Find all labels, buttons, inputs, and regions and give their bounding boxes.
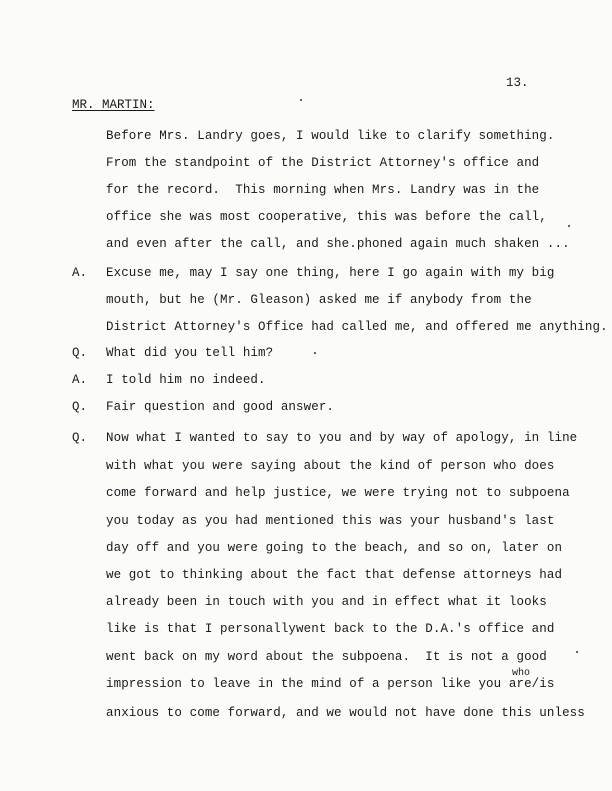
question-line: like is that I personallywent back to the D.A.'s office and [106, 622, 555, 636]
question-line: anxious to come forward, and we would not have done this unless [106, 706, 585, 720]
answer-line: District Attorney's Office had called me, and offered me anything. [106, 320, 608, 334]
answer-label: A. [72, 373, 88, 387]
handwritten-insert: who [512, 668, 531, 679]
question-line: Now what I wanted to say to you and by way of apology, in line [106, 431, 578, 445]
answer-line: I told him no indeed. [106, 373, 266, 387]
scan-speck [314, 352, 316, 354]
scan-speck [300, 99, 302, 101]
question-line: day off and you were going to the beach, and so on, later on [106, 541, 563, 555]
statement-line: and even after the call, and she.phoned again much shaken ... [106, 237, 570, 251]
scan-speck [576, 651, 578, 653]
answer-line: mouth, but he (Mr. Gleason) asked me if anybody from the [106, 293, 532, 307]
question-line: impression to leave in the mind of a person like you are/is [106, 677, 555, 691]
answer-line: Excuse me, may I say one thing, here I go again with my big [106, 266, 555, 280]
speaker-heading: MR. MARTIN: [72, 98, 155, 112]
question-line: you today as you had mentioned this was your husband's last [106, 514, 555, 528]
question-line: Fair question and good answer. [106, 400, 335, 414]
question-label: Q. [72, 400, 88, 414]
question-line: come forward and help justice, we were trying not to subpoena [106, 486, 570, 500]
question-line: with what you were saying about the kind of person who does [106, 459, 555, 473]
statement-line: Before Mrs. Landry goes, I would like to clarify something. [106, 129, 555, 143]
question-line: already been in touch with you and in effect what it looks [106, 595, 547, 609]
question-line: we got to thinking about the fact that defense attorneys had [106, 568, 563, 582]
statement-line: From the standpoint of the District Attorney's office and [106, 156, 540, 170]
statement-line: office she was most cooperative, this was before the call, [106, 210, 547, 224]
scan-speck [568, 225, 570, 227]
question-line: went back on my word about the subpoena. It is not a good [106, 650, 547, 664]
statement-line: for the record. This morning when Mrs. Landry was in the [106, 183, 540, 197]
answer-label: A. [72, 266, 88, 280]
question-label: Q. [72, 431, 88, 445]
page-number: 13. [506, 76, 529, 90]
question-label: Q. [72, 346, 88, 360]
question-line: What did you tell him? [106, 346, 274, 360]
